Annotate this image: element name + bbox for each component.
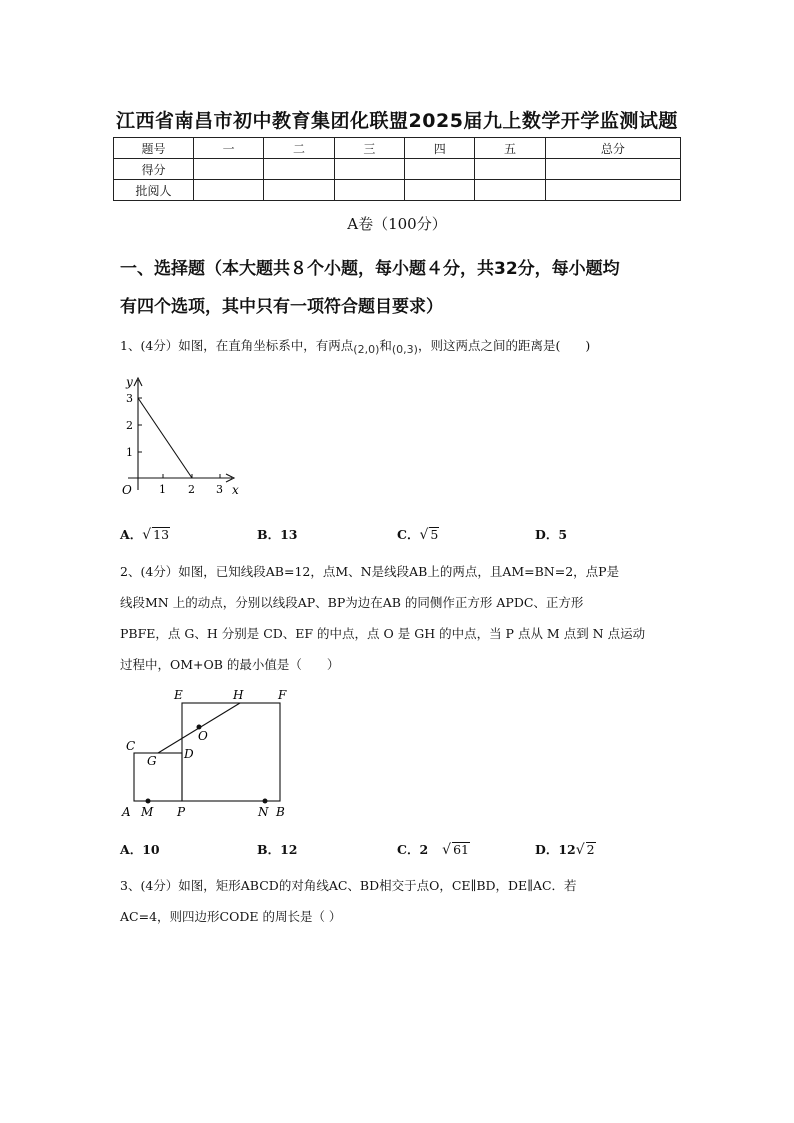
x-tick-label: 2	[188, 483, 195, 496]
label-n: N	[258, 805, 269, 819]
option-label: D．	[535, 842, 559, 857]
volume-heading: A卷（100分）	[347, 215, 447, 233]
label-g: G	[147, 754, 157, 768]
label-d: D	[184, 747, 194, 761]
label-o: O	[198, 729, 208, 743]
point-m	[146, 799, 151, 804]
origin-label: O	[122, 483, 132, 497]
option-label: B．	[257, 842, 281, 857]
table-cell: 一	[194, 138, 264, 159]
table-cell	[334, 159, 404, 180]
table-cell	[194, 159, 264, 180]
section-heading-line1: 一、选择题（本大题共８个小题，每小题４分，共32分，每小题均	[120, 259, 620, 279]
question-2-line3: PBFE，点 G、H 分别是 CD、EF 的中点，点 O 是 GH 的中点，当 P 点从 M 点到 N 点运动	[120, 626, 646, 641]
table-cell	[405, 159, 475, 180]
q2-option-b[interactable]	[257, 840, 297, 858]
table-cell: 五	[475, 138, 545, 159]
question-1-text	[120, 330, 690, 365]
table-cell: 题号	[114, 138, 194, 159]
table-cell: 三	[334, 138, 404, 159]
table-cell	[475, 180, 545, 201]
table-row	[114, 180, 681, 201]
option-value: 12	[280, 842, 298, 857]
segment-line	[138, 398, 192, 478]
table-cell	[545, 180, 680, 201]
option-value: 2	[586, 842, 595, 857]
y-tick-label: 3	[126, 392, 133, 405]
label-e: E	[174, 688, 183, 702]
score-table	[113, 137, 681, 201]
table-cell	[194, 180, 264, 201]
q1-mid: 和	[379, 338, 392, 353]
sqrt-icon: √	[442, 842, 452, 858]
table-cell: 批阅人	[114, 180, 194, 201]
q1-option-b[interactable]	[257, 525, 297, 543]
table-cell: 总分	[545, 138, 680, 159]
y-tick-label: 1	[126, 446, 133, 459]
point-n	[263, 799, 268, 804]
sqrt-icon: √	[575, 842, 585, 858]
sqrt-icon: √	[142, 527, 152, 543]
q1-coordinate-graph	[110, 372, 250, 502]
option-value: 13	[280, 527, 298, 542]
q1-point-a: (2,0)	[353, 343, 380, 356]
table-cell	[264, 159, 334, 180]
question-2-line2: 线段MN 上的动点，分别以线段AP、BP为边在AB 的同侧作正方形 APDC、正方形	[120, 595, 584, 610]
table-cell: 得分	[114, 159, 194, 180]
x-tick-label: 3	[216, 483, 223, 496]
page-title: 江西省南昌市初中教育集团化联盟2025届九上数学开学监测试题	[116, 110, 678, 132]
label-m: M	[141, 805, 154, 819]
label-b: B	[276, 805, 285, 819]
option-label: A．	[120, 842, 143, 857]
question-3-line1: 3、(4分）如图，矩形ABCD的对角线AC、BD相交于点O，CE∥BD，DE∥AC．若	[120, 878, 577, 893]
section-heading-line2: 有四个选项，其中只有一项符合题目要求）	[120, 297, 443, 317]
q1-option-d[interactable]	[535, 525, 567, 543]
question-2-line4: 过程中，OM+OB 的最小值是（ ）	[120, 657, 340, 672]
sqrt-icon: √	[419, 527, 429, 543]
label-f: F	[278, 688, 287, 702]
option-label: D．	[535, 527, 559, 542]
option-coefficient: 12	[558, 842, 576, 857]
q2-option-d[interactable]	[535, 840, 596, 858]
table-row	[114, 159, 681, 180]
option-value: 5	[430, 527, 439, 542]
label-c: C	[126, 739, 136, 753]
option-label: B．	[257, 527, 281, 542]
table-cell	[264, 180, 334, 201]
q1-option-a[interactable]	[120, 525, 170, 543]
square-apdc	[134, 753, 182, 801]
q1-suffix: ，则这两点之间的距离是( )	[417, 338, 591, 353]
q1-prefix: 1、(4分）如图，在直角坐标系中，有两点	[120, 338, 354, 353]
y-tick-label: 2	[126, 419, 133, 432]
square-pbfe	[182, 703, 280, 801]
label-h: H	[233, 688, 244, 702]
option-value: 5	[558, 527, 568, 542]
option-value: 13	[153, 527, 170, 542]
option-coefficient: 2	[419, 842, 429, 857]
q2-option-a[interactable]	[120, 840, 160, 858]
option-value: 61	[453, 842, 469, 857]
table-cell: 四	[405, 138, 475, 159]
table-cell	[475, 159, 545, 180]
x-axis-label: x	[232, 483, 239, 497]
table-cell	[405, 180, 475, 201]
option-label: A．	[120, 527, 143, 542]
q1-point-b: (0,3)	[391, 343, 418, 356]
question-2-line1: 2、(4分）如图，已知线段AB=12，点M、N是线段AB上的两点，且AM=BN=2，点P是	[120, 564, 620, 579]
x-tick-label: 1	[159, 483, 166, 496]
table-cell	[545, 159, 680, 180]
table-row	[114, 138, 681, 159]
table-cell: 二	[264, 138, 334, 159]
option-label: C．	[397, 527, 420, 542]
label-a: A	[122, 805, 131, 819]
question-3-line2: AC=4，则四边形CODE 的周长是（ ）	[120, 909, 342, 924]
q1-option-c[interactable]	[397, 525, 439, 543]
y-axis-label: y	[126, 375, 133, 389]
q2-option-c[interactable]	[397, 840, 470, 858]
label-p: P	[177, 805, 186, 819]
q2-squares-figure	[118, 684, 298, 824]
option-label: C．	[397, 842, 420, 857]
option-value: 10	[142, 842, 160, 857]
table-cell	[334, 180, 404, 201]
